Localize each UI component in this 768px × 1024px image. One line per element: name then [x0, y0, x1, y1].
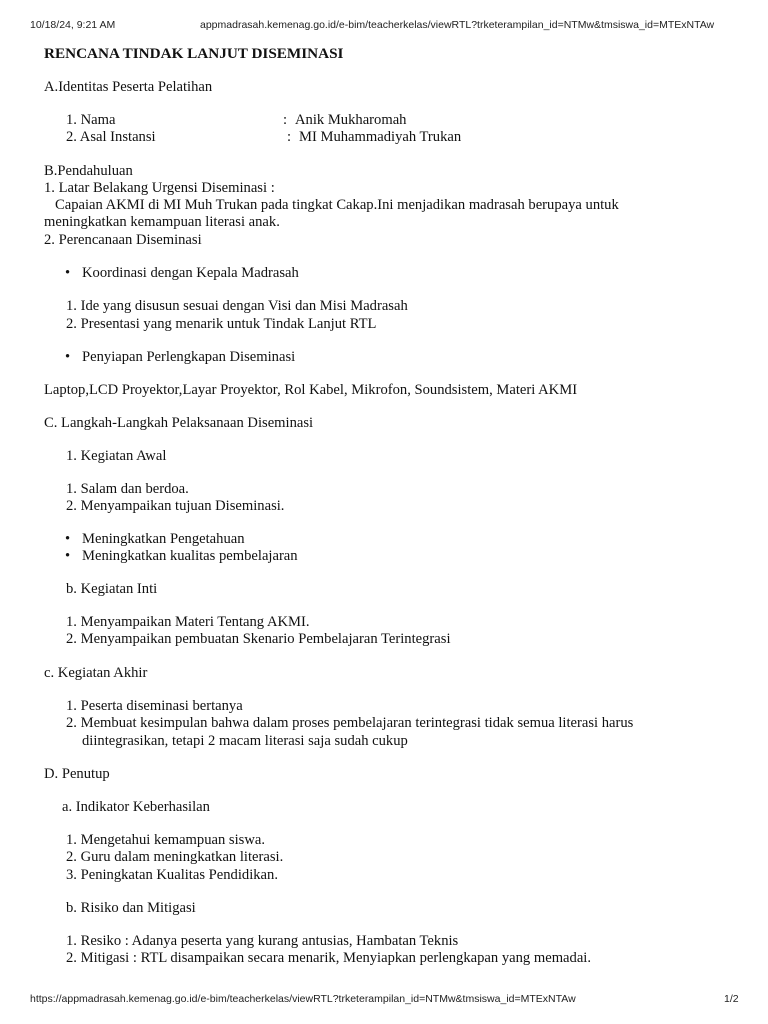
list-item-continuation: diintegrasikan, tetapi 2 macam literasi saja sudah cukup — [82, 733, 408, 749]
bullet-kualitas: • Meningkatkan kualitas pembelajaran — [82, 547, 298, 565]
identity-sep-nama: : — [283, 112, 288, 128]
list-item: 2. Mitigasi : RTL disampaikan secara menarik, Menyiapkan perlengkapan yang memadai. — [66, 950, 592, 966]
page-number: 1/2 — [724, 993, 739, 1005]
section-c-heading: C. Langkah-Langkah Pelaksanaan Diseminasi — [44, 415, 314, 431]
section-b-heading: B.Pendahuluan — [44, 163, 133, 179]
list-item: 3. Peningkatan Kualitas Pendidikan. — [66, 867, 278, 883]
latar-belakang-text-line2: meningkatkan kemampuan literasi anak. — [44, 214, 280, 230]
identity-value-nama: Anik Mukharomah — [295, 112, 407, 128]
kegiatan-awal-heading: 1. Kegiatan Awal — [66, 448, 167, 464]
list-item: 1. Menyampaikan Materi Tentang AKMI. — [66, 614, 310, 630]
bullet-koordinasi: • Koordinasi dengan Kepala Madrasah — [82, 264, 299, 282]
print-footer-url: https://appmadrasah.kemenag.go.id/e-bim/teacherkelas/viewRTL?trketerampilan_id=NTMw&tmsiswa_id=MTExNTAw — [30, 993, 576, 1005]
print-datetime: 10/18/24, 9:21 AM — [30, 19, 116, 31]
indikator-heading: a. Indikator Keberhasilan — [62, 799, 210, 815]
identity-value-instansi: MI Muhammadiyah Trukan — [299, 129, 462, 145]
document-title: RENCANA TINDAK LANJUT DISEMINASI — [44, 45, 344, 62]
kegiatan-akhir-heading: c. Kegiatan Akhir — [44, 665, 148, 681]
list-item: 1. Resiko : Adanya peserta yang kurang antusias, Hambatan Teknis — [66, 933, 459, 949]
section-a-heading: A.Identitas Peserta Pelatihan — [44, 79, 213, 95]
identity-sep-instansi: : — [287, 129, 292, 145]
bullet-penyiapan: • Penyiapan Perlengkapan Diseminasi — [82, 348, 295, 366]
kegiatan-inti-heading: b. Kegiatan Inti — [66, 581, 158, 597]
list-item: 1. Peserta diseminasi bertanya — [66, 698, 243, 714]
list-item: 1. Mengetahui kemampuan siswa. — [66, 832, 265, 848]
latar-belakang-text-line1: Capaian AKMI di MI Muh Trukan pada tingkat Cakap.Ini menjadikan madrasah berupaya untuk — [55, 197, 619, 213]
bullet-pengetahuan: • Meningkatkan Pengetahuan — [82, 530, 245, 548]
equipment-list: Laptop,LCD Proyektor,Layar Proyektor, Rol Kabel, Mikrofon, Soundsistem, Materi AKMI — [44, 382, 578, 398]
identity-label-nama: 1. Nama — [66, 112, 116, 128]
list-item: 2. Menyampaikan tujuan Diseminasi. — [66, 498, 285, 514]
list-item: 1. Ide yang disusun sesuai dengan Visi dan Misi Madrasah — [66, 298, 408, 314]
risiko-heading: b. Risiko dan Mitigasi — [66, 900, 196, 916]
section-d-heading: D. Penutup — [44, 766, 110, 782]
list-item: 2. Menyampaikan pembuatan Skenario Pembelajaran Terintegrasi — [66, 631, 451, 647]
perencanaan-heading: 2. Perencanaan Diseminasi — [44, 232, 202, 248]
list-item: 2. Guru dalam meningkatkan literasi. — [66, 849, 284, 865]
identity-label-instansi: 2. Asal Instansi — [66, 129, 156, 145]
print-header-url: appmadrasah.kemenag.go.id/e-bim/teacherkelas/viewRTL?trketerampilan_id=NTMw&tmsiswa_id=MTExNTAw — [200, 19, 715, 31]
list-item: 1. Salam dan berdoa. — [66, 481, 189, 497]
list-item: 2. Presentasi yang menarik untuk Tindak Lanjut RTL — [66, 316, 377, 332]
list-item: 2. Membuat kesimpulan bahwa dalam proses pembelajaran terintegrasi tidak semua literasi harus — [66, 715, 634, 731]
latar-belakang-heading: 1. Latar Belakang Urgensi Diseminasi : — [44, 180, 275, 196]
